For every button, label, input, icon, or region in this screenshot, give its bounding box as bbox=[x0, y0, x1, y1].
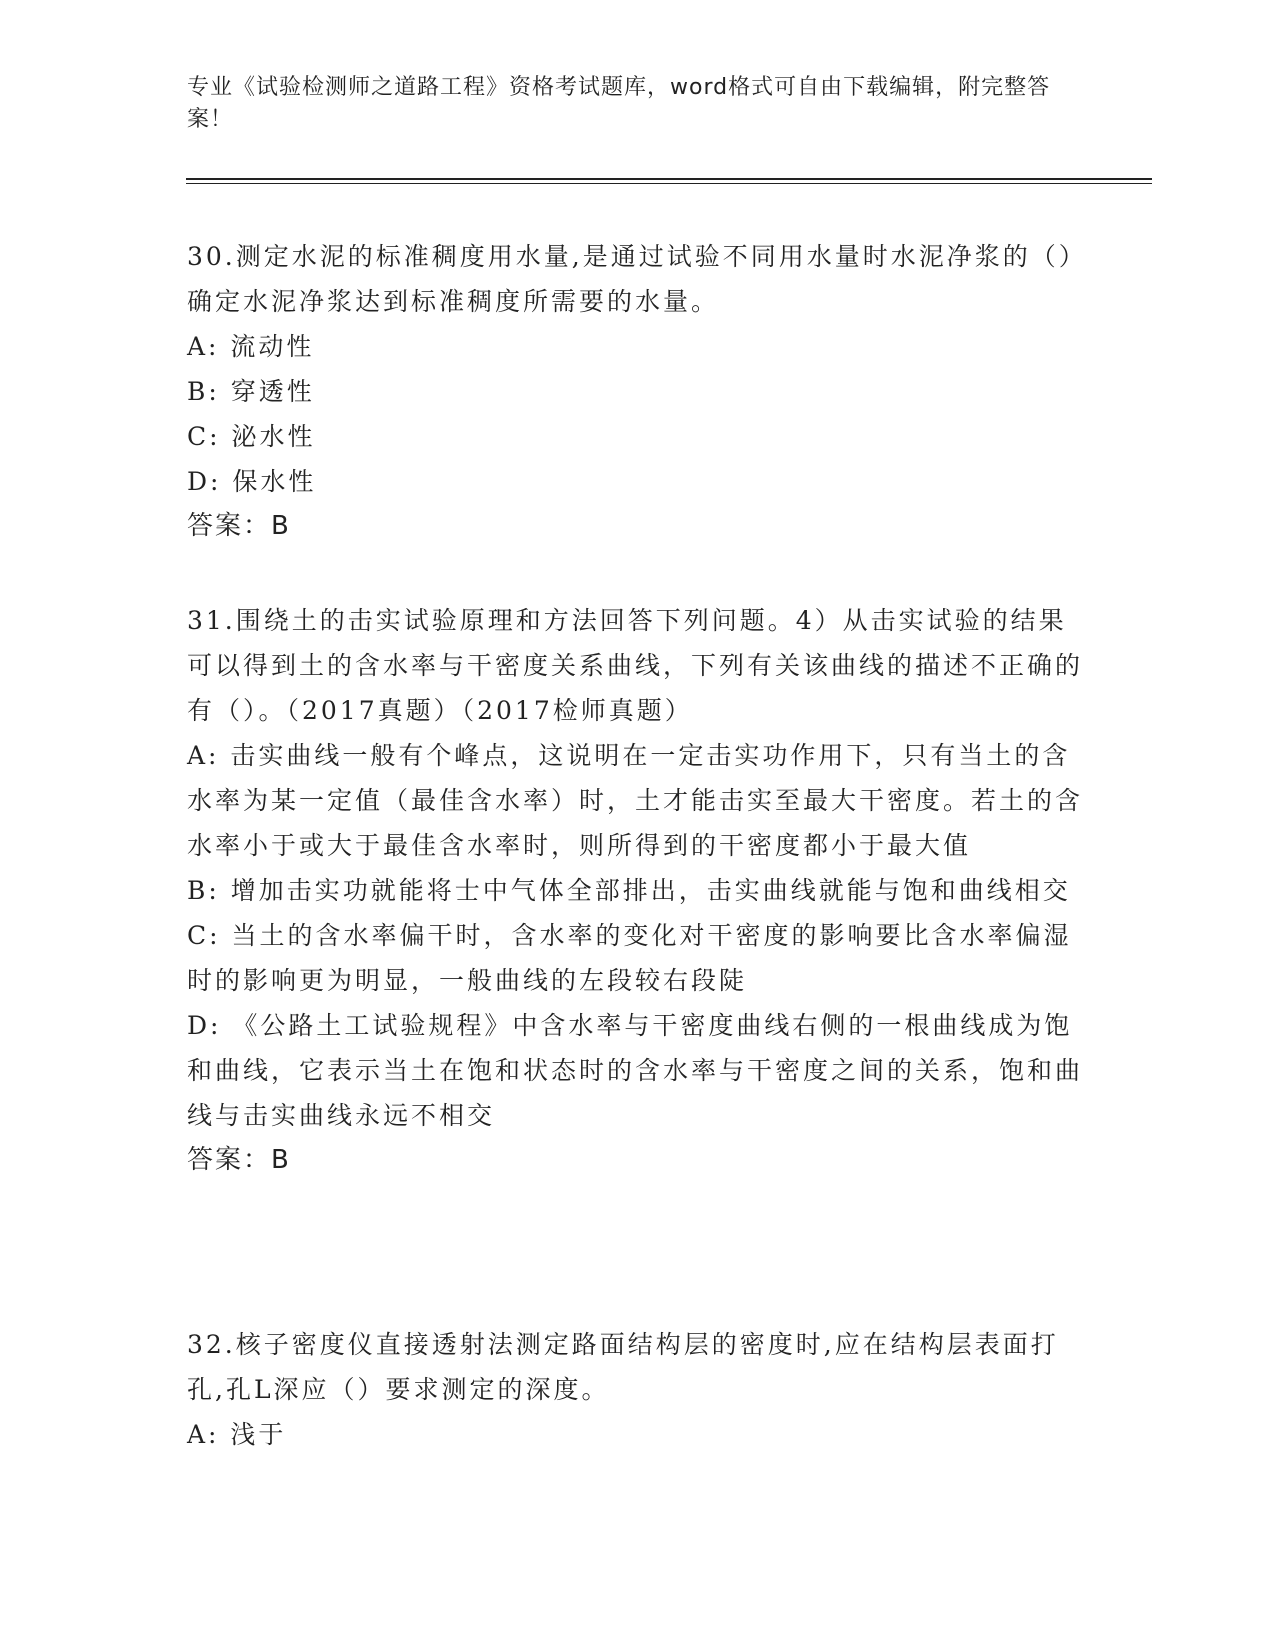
question-32 bbox=[187, 1322, 1087, 1457]
question-stem: 32.核子密度仪直接透射法测定路面结构层的密度时,应在结构层表面打孔,孔L深应（）要求测定的深度。 bbox=[187, 1330, 1059, 1404]
option-c: C: 当土的含水率偏干时，含水率的变化对干密度的影响要比含水率偏湿时的影响更为明显，一般曲线的左段较右段陡 bbox=[187, 921, 1072, 995]
option-a: A: 流动性 bbox=[187, 332, 315, 361]
answer-line: 答案：B bbox=[187, 511, 291, 541]
option-d: D: 保水性 bbox=[187, 467, 317, 496]
option-a: A: 击实曲线一般有个峰点，这说明在一定击实功作用下，只有当土的含水率为某一定值（最佳含水率）时，土才能击实至最大干密度。若土的含水率小于或大于最佳含水率时，则所得到的干密度都小于最大值 bbox=[187, 741, 1084, 860]
question-stem: 30.测定水泥的标准稠度用水量,是通过试验不同用水量时水泥净浆的（）确定水泥净浆达到标准稠度所需要的水量。 bbox=[187, 242, 1087, 316]
question-31 bbox=[187, 598, 1087, 1183]
option-b: B: 增加击实功就能将士中气体全部排出，击实曲线就能与饱和曲线相交 bbox=[187, 876, 1071, 905]
header-divider-thin bbox=[186, 183, 1152, 184]
option-a: A: 浅于 bbox=[187, 1420, 287, 1449]
option-c: C: 泌水性 bbox=[187, 422, 316, 451]
option-d: D: 《公路土工试验规程》中含水率与干密度曲线右侧的一根曲线成为饱和曲线，它表示当土在饱和状态时的含水率与干密度之间的关系，饱和曲线与击实曲线永远不相交 bbox=[187, 1011, 1084, 1130]
question-stem: 31.围绕土的击实试验原理和方法回答下列问题。4）从击实试验的结果可以得到土的含水率与干密度关系曲线，下列有关该曲线的描述不正确的有（）。（2017真题）（2017检师真题） bbox=[187, 606, 1084, 725]
answer-line: 答案：B bbox=[187, 1145, 291, 1175]
document-header: 专业《试验检测师之道路工程》资格考试题库，word格式可自由下载编辑，附完整答案！ bbox=[187, 75, 1051, 132]
header-divider-thick bbox=[186, 178, 1152, 180]
question-30 bbox=[187, 234, 1087, 549]
option-b: B: 穿透性 bbox=[187, 377, 315, 406]
